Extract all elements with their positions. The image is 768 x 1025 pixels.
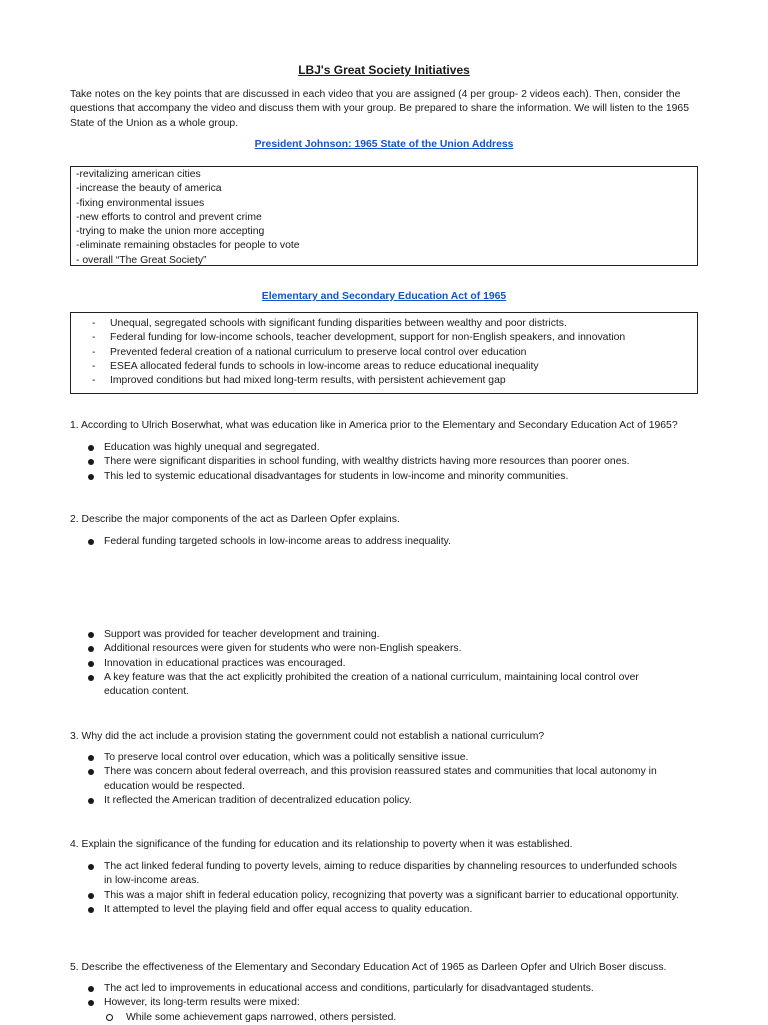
dash-bullet: - bbox=[92, 360, 96, 372]
question-2: 2. Describe the major components of the act as Darleen Opfer explains. bbox=[70, 514, 400, 525]
note-text: Federal funding for low-income schools, teacher development, support for non-English speakers, and innovation bbox=[110, 332, 626, 344]
answer-text: The act led to improvements in educational access and conditions, particularly for disadvantaged students. bbox=[104, 983, 594, 994]
answer-text: To preserve local control over education, which was a politically sensitive issue. bbox=[104, 752, 469, 763]
answer-list-1 bbox=[86, 441, 686, 484]
dash-bullet: - bbox=[92, 332, 96, 344]
note-line: -trying to make the union more accepting bbox=[76, 226, 265, 238]
sotu-heading-link[interactable]: President Johnson: 1965 State of the Union Address bbox=[254, 139, 514, 150]
dash-bullet: - bbox=[92, 318, 96, 329]
bullet-icon bbox=[88, 445, 94, 451]
note-item bbox=[71, 346, 697, 360]
bullet-icon bbox=[88, 539, 94, 545]
bullet-icon bbox=[88, 769, 94, 775]
answer-text: Support was provided for teacher development and training. bbox=[104, 629, 380, 640]
answer-text: A key feature was that the act explicitly prohibited the creation of a national curriculum, maintaining local control over education content. bbox=[104, 671, 639, 698]
answer-text: This led to systemic educational disadvantages for students in low-income and minority communities. bbox=[104, 470, 569, 482]
answer-text: However, its long-term results were mixed: bbox=[104, 997, 300, 1009]
sub-answer-item bbox=[86, 1011, 686, 1025]
dash-bullet: - bbox=[92, 375, 96, 387]
answer-item bbox=[86, 642, 686, 656]
intro-paragraph: Take notes on the key points that are discussed in each video that you are assigned (4 per group- 2 videos each). Then, consider the questions that accompany the video and discuss them with your group. Be prepared to share the information. We will listen to the 1965 State of the Union as a whole group. bbox=[70, 89, 689, 129]
answer-list-3 bbox=[86, 751, 686, 808]
note-text: Unequal, segregated schools with significant funding disparities between wealthy and poor districts. bbox=[110, 318, 567, 329]
answer-item bbox=[86, 751, 686, 765]
note-item bbox=[71, 317, 697, 331]
sotu-notes-box bbox=[70, 166, 698, 266]
answer-list-5 bbox=[86, 982, 686, 1025]
bullet-icon bbox=[88, 675, 94, 681]
answer-item bbox=[86, 535, 686, 549]
note-text: ESEA allocated federal funds to schools in low-income areas to reduce educational inequality bbox=[110, 360, 539, 372]
answer-list-2a bbox=[86, 535, 686, 549]
bullet-icon bbox=[88, 907, 94, 913]
note-line: -increase the beauty of america bbox=[76, 183, 222, 195]
bullet-icon bbox=[88, 1000, 94, 1006]
answer-text: There were significant disparities in school funding, with wealthy districts having more resources than poorer ones. bbox=[104, 456, 630, 468]
bullet-icon bbox=[88, 864, 94, 870]
bullet-icon bbox=[88, 474, 94, 480]
answer-text: The act linked federal funding to poverty levels, aiming to reduce disparities by channeling resources to underfunded schools in low-income areas. bbox=[104, 861, 677, 887]
hollow-bullet-icon bbox=[106, 1014, 113, 1021]
note-line: - overall “The Great Society” bbox=[76, 254, 207, 266]
answer-item bbox=[86, 455, 686, 469]
answer-text: Additional resources were given for students who were non-English speakers. bbox=[104, 643, 462, 655]
note-line: -eliminate remaining obstacles for people to vote bbox=[76, 240, 300, 252]
note-line: -new efforts to control and prevent crime bbox=[76, 211, 262, 223]
note-line: -revitalizing american cities bbox=[76, 169, 201, 180]
answer-text: Federal funding targeted schools in low-income areas to address inequality. bbox=[104, 536, 451, 547]
answer-item bbox=[86, 628, 686, 642]
answer-text: Innovation in educational practices was encouraged. bbox=[104, 657, 346, 669]
answer-text: Education was highly unequal and segregated. bbox=[104, 442, 320, 453]
answer-text: It reflected the American tradition of decentralized education policy. bbox=[104, 794, 412, 806]
answer-text: While some achievement gaps narrowed, others persisted. bbox=[126, 1011, 397, 1023]
answer-item bbox=[86, 441, 686, 455]
answer-item bbox=[86, 794, 686, 808]
answer-item bbox=[86, 982, 686, 996]
bullet-icon bbox=[88, 798, 94, 804]
note-item bbox=[71, 360, 697, 374]
question-5: 5. Describe the effectiveness of the Elementary and Secondary Education Act of 1965 as Darleen Opfer and Ulrich Boser discuss. bbox=[70, 962, 667, 973]
bullet-icon bbox=[88, 459, 94, 465]
esea-notes-box bbox=[70, 312, 698, 394]
question-1: 1. According to Ulrich Boserwhat, what was education like in America prior to the Elementary and Secondary Education Act of 1965? bbox=[70, 420, 678, 431]
answer-text: There was concern about federal overreach, and this provision reassured states and communities that local autonomy in education would be respected. bbox=[104, 766, 657, 792]
note-text: Prevented federal creation of a national curriculum to preserve local control over education bbox=[110, 346, 527, 358]
note-line: -fixing environmental issues bbox=[76, 197, 205, 209]
answer-text: It attempted to level the playing field and offer equal access to quality education. bbox=[104, 903, 473, 915]
answer-item bbox=[86, 889, 686, 903]
answer-list-2b bbox=[86, 628, 686, 699]
answer-item bbox=[86, 903, 686, 917]
answer-text: This was a major shift in federal education policy, recognizing that poverty was a significant barrier to educational opportunity. bbox=[104, 889, 679, 901]
bullet-icon bbox=[88, 646, 94, 652]
note-item bbox=[71, 374, 697, 388]
bullet-icon bbox=[88, 893, 94, 899]
bullet-icon bbox=[88, 755, 94, 761]
question-3: 3. Why did the act include a provision stating the government could not establish a national curriculum? bbox=[70, 731, 545, 742]
answer-item bbox=[86, 765, 686, 794]
note-item bbox=[71, 331, 697, 345]
dash-bullet: - bbox=[92, 346, 96, 358]
answer-item bbox=[86, 860, 686, 889]
answer-list-4 bbox=[86, 860, 686, 917]
bullet-icon bbox=[88, 986, 94, 992]
document-title: LBJ's Great Society Initiatives bbox=[298, 63, 470, 77]
bullet-icon bbox=[88, 632, 94, 638]
answer-item bbox=[86, 470, 686, 484]
answer-item bbox=[86, 671, 686, 700]
answer-item bbox=[86, 996, 686, 1010]
question-4: 4. Explain the significance of the funding for education and its relationship to poverty when it was established. bbox=[70, 839, 573, 850]
note-text: Improved conditions but had mixed long-term results, with persistent achievement gap bbox=[110, 375, 506, 387]
esea-heading-link[interactable]: Elementary and Secondary Education Act of 1965 bbox=[261, 291, 507, 302]
answer-item bbox=[86, 657, 686, 671]
bullet-icon bbox=[88, 661, 94, 667]
